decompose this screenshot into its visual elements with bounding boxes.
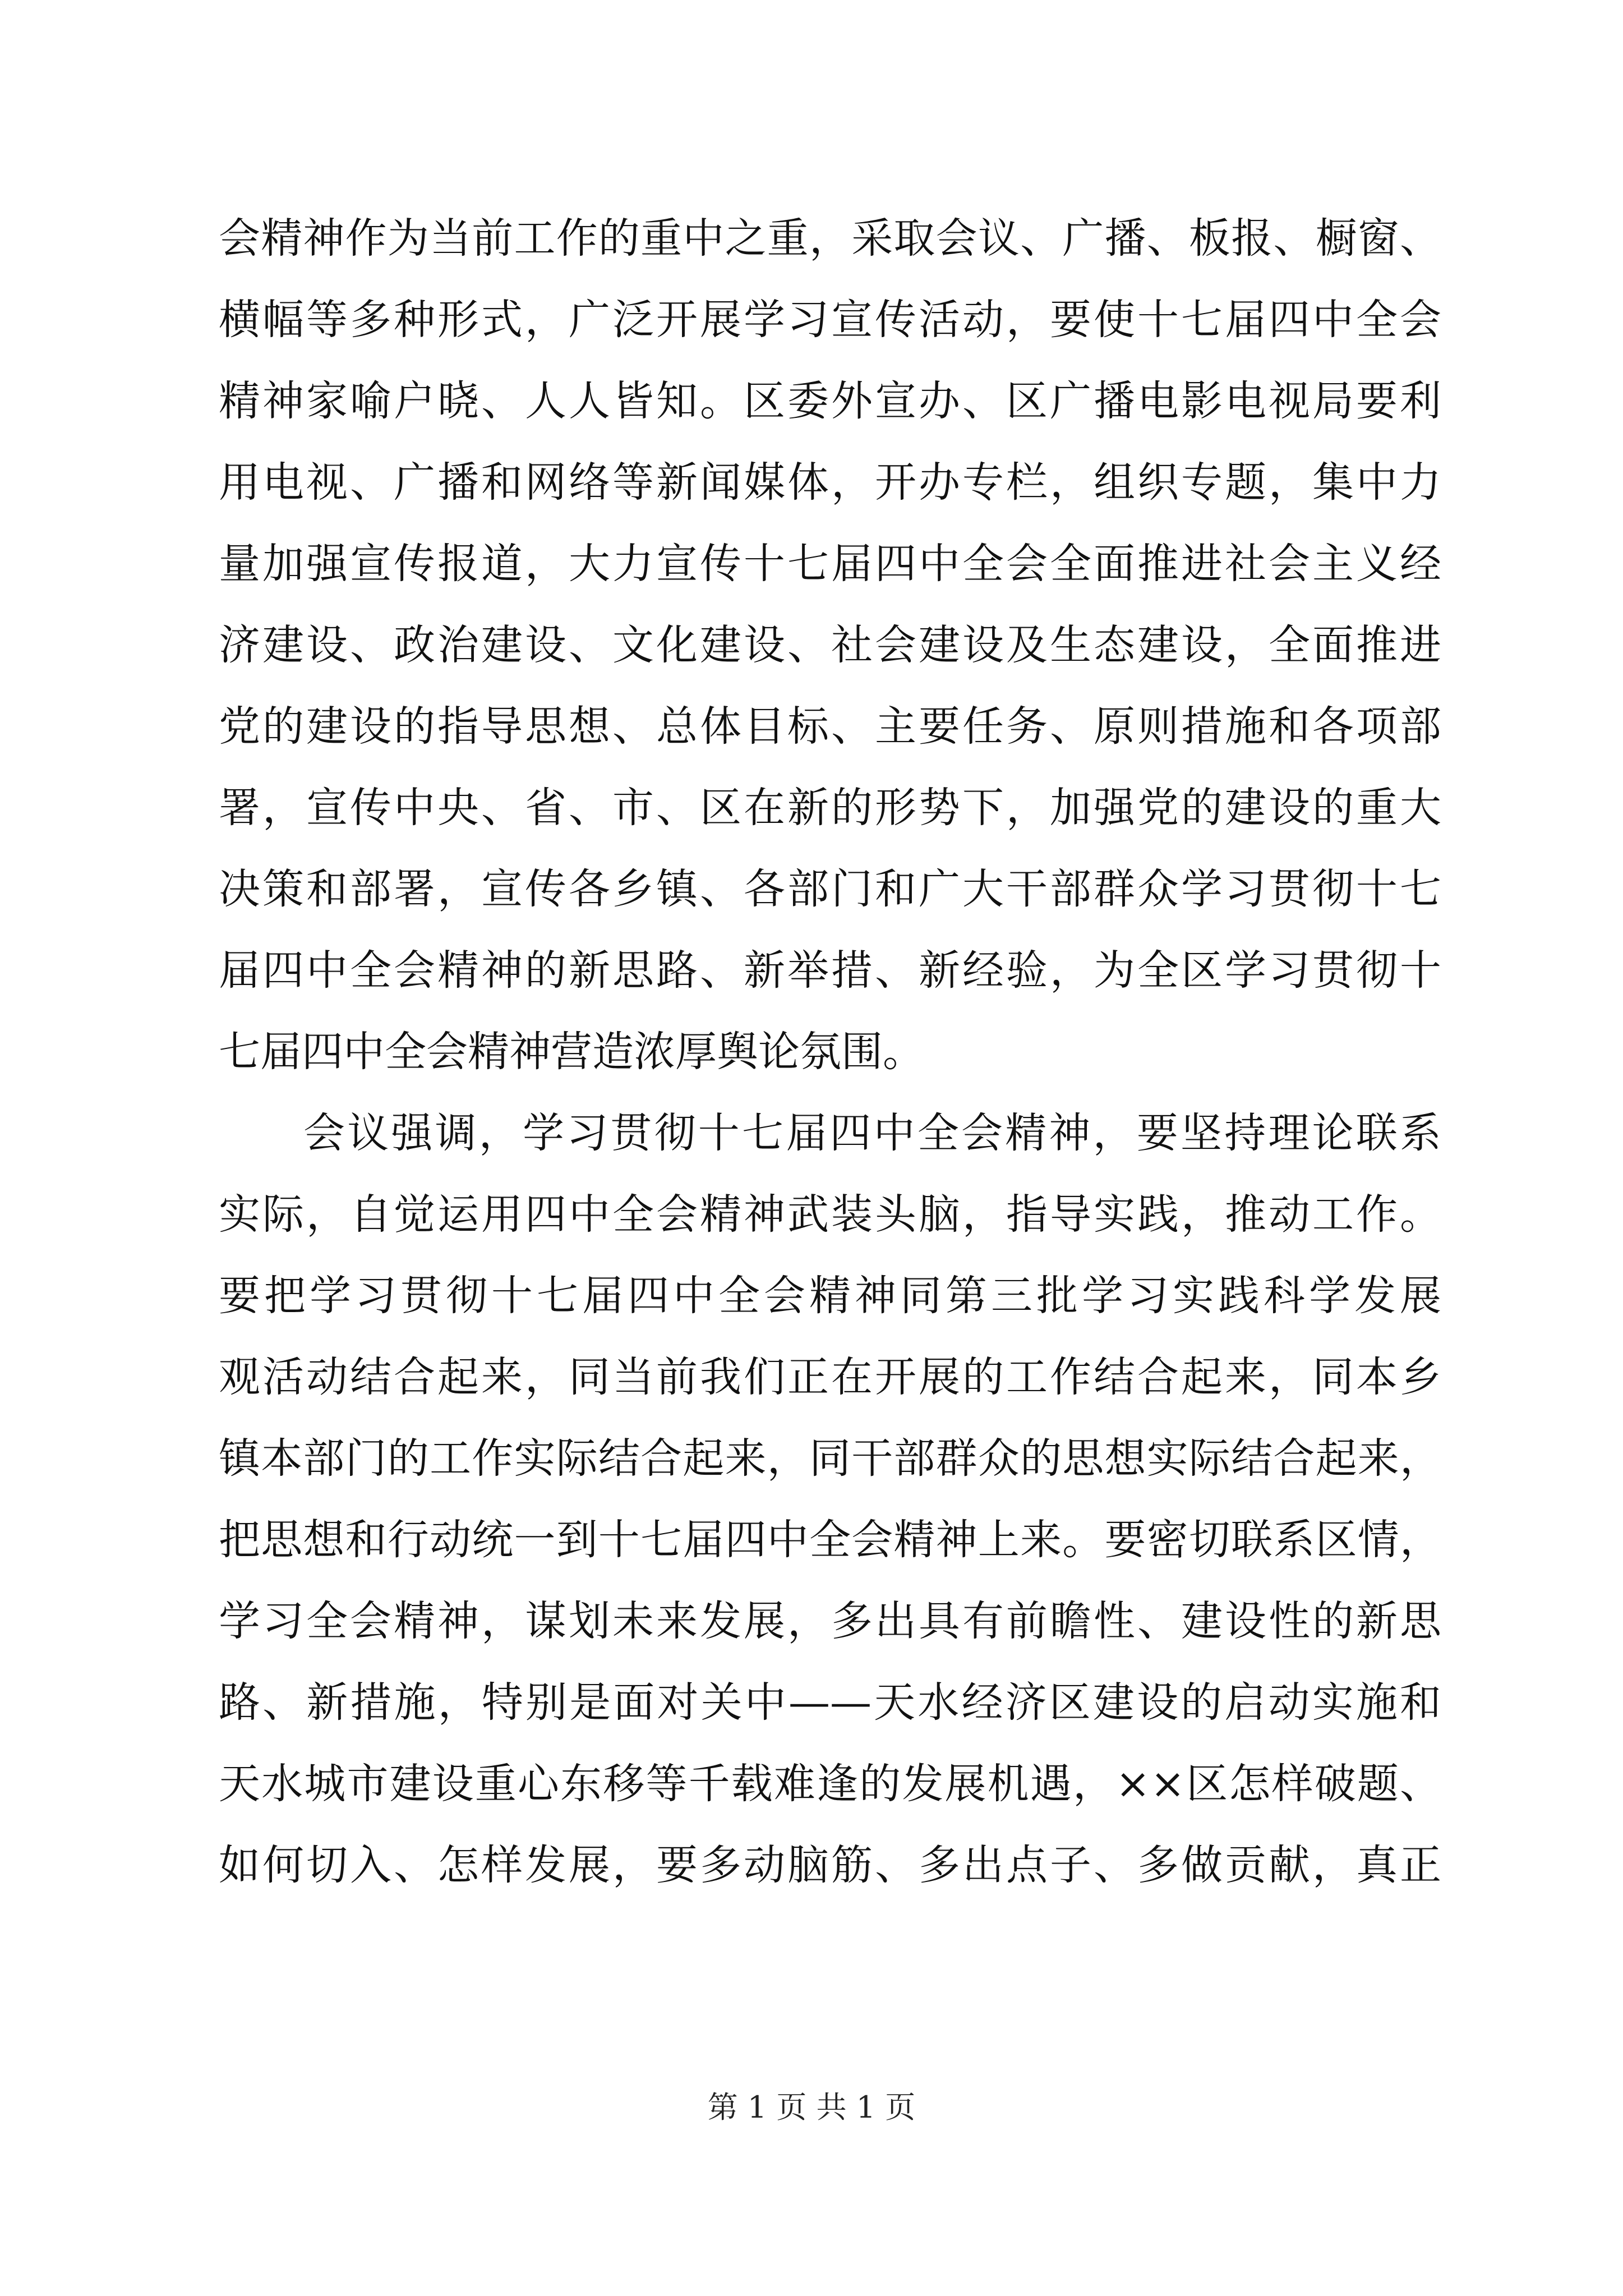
paragraph-line: 实际，自觉运用四中全会精神武装头脑，指导实践，推动工作。 — [219, 1190, 1441, 1239]
paragraph-line: 党的建设的指导思想、总体目标、主要任务、原则措施和各项部 — [219, 702, 1441, 751]
paragraph-line: 把思想和行动统一到十七届四中全会精神上来。要密切联系区情， — [219, 1516, 1441, 1564]
paragraph-line: 七届四中全会精神营造浓厚舆论氛围。 — [219, 1028, 924, 1076]
paragraph-line: 届四中全会精神的新思路、新举措、新经验，为全区学习贯彻十 — [219, 946, 1441, 995]
paragraph-line: 会精神作为当前工作的重中之重，采取会议、广播、板报、橱窗、 — [219, 214, 1441, 263]
paragraph-line: 观活动结合起来，同当前我们正在开展的工作结合起来，同本乡 — [219, 1353, 1441, 1401]
paragraph-line: 要把学习贯彻十七届四中全会精神同第三批学习实践科学发展 — [219, 1272, 1441, 1320]
paragraph-line: 署，宣传中央、省、市、区在新的形势下，加强党的建设的重大 — [219, 784, 1441, 832]
page-number-footer: 第 1 页 共 1 页 — [707, 2090, 916, 2125]
paragraph-line: 学习全会精神，谋划未来发展，多出具有前瞻性、建设性的新思 — [219, 1597, 1441, 1645]
paragraph-line: 精神家喻户晓、人人皆知。区委外宣办、区广播电影电视局要利 — [219, 377, 1441, 425]
paragraph-line: 济建设、政治建设、文化建设、社会建设及生态建设，全面推进 — [219, 621, 1441, 669]
paragraph-line: 天水城市建设重心东移等千载难逢的发展机遇，××区怎样破题、 — [219, 1760, 1441, 1808]
paragraph-line: 量加强宣传报道，大力宣传十七届四中全会全面推进社会主义经 — [219, 540, 1441, 588]
paragraph-line: 用电视、广播和网络等新闻媒体，开办专栏，组织专题，集中力 — [219, 458, 1441, 507]
paragraph-line: 会议强调，学习贯彻十七届四中全会精神，要坚持理论联系 — [303, 1109, 1441, 1157]
paragraph-line: 镇本部门的工作实际结合起来，同干部群众的思想实际结合起来， — [219, 1434, 1441, 1483]
paragraph-line: 如何切入、怎样发展，要多动脑筋、多出点子、多做贡献，真正 — [219, 1841, 1441, 1889]
paragraph-line: 决策和部署，宣传各乡镇、各部门和广大干部群众学习贯彻十七 — [219, 865, 1441, 913]
paragraph-line: 路、新措施，特别是面对关中——天水经济区建设的启动实施和 — [219, 1678, 1441, 1727]
paragraph-line: 横幅等多种形式，广泛开展学习宣传活动，要使十七届四中全会 — [219, 296, 1441, 344]
